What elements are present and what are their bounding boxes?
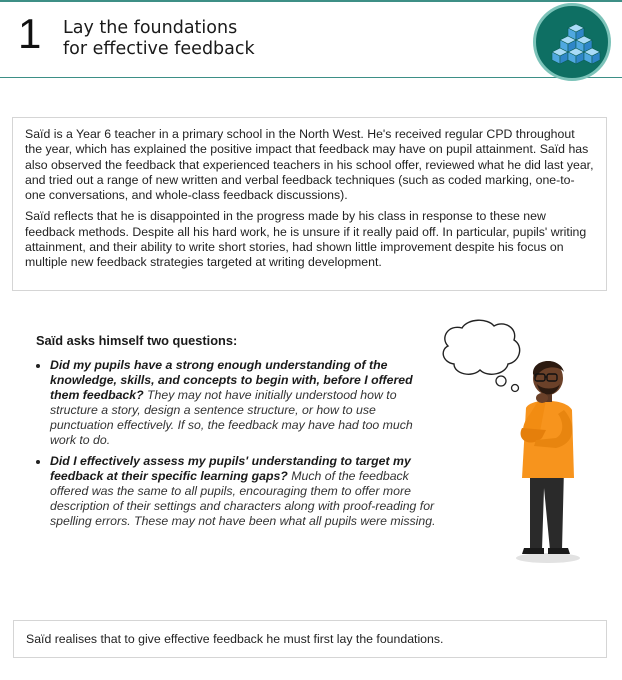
section-title-line2: for effective feedback — [63, 39, 255, 59]
questions-heading: Saïd asks himself two questions: — [36, 333, 238, 348]
intro-box — [12, 117, 607, 291]
question-text: Did I effectively assess my pupils' understanding to target my feedback at their specific learning gaps? — [50, 454, 411, 483]
section-title-line1: Lay the foundations — [63, 18, 238, 38]
section-number: 1 — [18, 10, 42, 57]
section-header — [0, 0, 622, 78]
answer-text: Much of the feedback offered was the same to all pupils, encouraging them to offer more description of their settings and characters along with proof-reading for spelling errors. These may not have been what all pupils were missing. — [50, 469, 436, 528]
intro-paragraph-1: Saïd is a Year 6 teacher in a primary school in the North West. He's received regular CPD throughout the year, which has explained the positive impact that feedback may have on pupil attainment. Saïd has also observed the feedback that experienced teachers in his school offer, reviewed what he did last year, and tried out a range of new written and verbal feedback techniques (such as coded marking, one-to-one conversations, and whole-class feedback discussions). — [25, 127, 594, 203]
thinking-person-illustration — [438, 318, 598, 568]
intro-paragraph-2: Saïd reflects that he is disappointed in the progress made by his class in response to these new feedback methods. Despite all his hard work, he is unsure if it really paid off. In particular, pupils' writing attainment, and their ability to write short stories, had shown little improvement despite his focus on multiple new feedback strategies targeted at writing development. — [25, 209, 587, 270]
question-text: Did my pupils have a strong enough understanding of the knowledge, skills, and concepts to begin with, before I offered them feedback? — [50, 358, 413, 402]
conclusion-text: Saïd realises that to give effective feedback he must first lay the foundations. — [26, 632, 444, 646]
questions-section — [36, 333, 436, 535]
thought-bubble-icon — [443, 320, 519, 391]
question-item — [50, 454, 436, 529]
person-figure — [516, 361, 580, 563]
question-item — [50, 358, 436, 448]
questions-list — [36, 358, 436, 529]
section-title — [63, 18, 255, 60]
conclusion-box — [13, 620, 607, 658]
stacked-blocks-icon — [533, 3, 611, 81]
answer-text: They may not have initially understood how to structure a story, design a sentence structure, or how to use punctuation effectively. If so, the feedback may have had too much work to do. — [50, 388, 413, 447]
